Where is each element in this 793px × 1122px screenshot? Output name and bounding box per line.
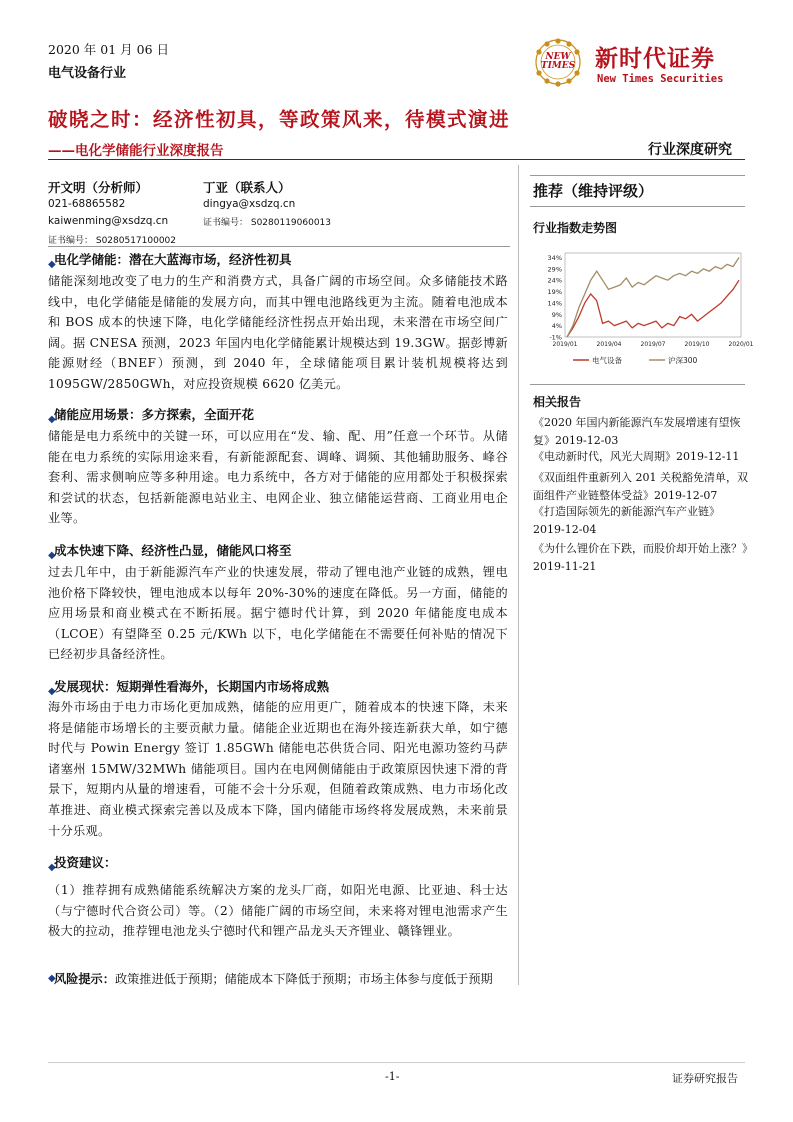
company-name-cn: 新时代证券 bbox=[595, 45, 715, 72]
sidebar-rating-rule bbox=[530, 206, 745, 207]
y-tick-label: 9% bbox=[551, 310, 562, 319]
report-subtitle: ——电化学储能行业深度报告 bbox=[48, 143, 224, 159]
y-tick-label: 14% bbox=[547, 299, 562, 308]
x-tick-label: 2019/01 bbox=[552, 341, 578, 348]
legend-label: 电气设备 bbox=[592, 356, 622, 365]
section-heading-inline: ◆ 风险提示：政策推进低于预期；储能成本下降低于预期；市场主体参与度低于预期 bbox=[48, 972, 493, 986]
author-2-email[interactable]: dingya@xsdzq.cn bbox=[203, 198, 296, 210]
section-body: 储能深刻地改变了电力的生产和消费方式，具备广阔的市场空间。众多储能技术路线中，电化学储能是储能的发展方向，而其中锂电池路线更为主流。随着电池成本和 BOS 成本的快速下降，电化学储能经济性拐点开始出现，未来潜在市场空间广阔。据 CNESA 预测，2023 年国内电化学储能累计规模达到 19.3GW。据彭博新能源财经（BNEF）预测，到 2040 年，全球储能项目累计装机规模将达到 1095GW/2850GWh，对应投资规模 6620 亿美元。 bbox=[48, 274, 508, 391]
related-title: 相关报告 bbox=[533, 395, 582, 409]
section-body: 过去几年中，由于新能源汽车产业的快速发展，带动了锂电池产业链的成熟，锂电池价格下降较快，锂电池成本以每年 20%-30%的速度在降低。另一方面，储能的应用场景和商业模式在不断拓展。据宁德时代计算，到 2020 年储能度电成本（LCOE）有望降至 0.25 元/KWh 以下，电化学储能在不需要任何补贴的情况下已经初步具备经济性。 bbox=[48, 565, 508, 662]
section-body: 政策推进低于预期；储能成本下降低于预期；市场主体参与度低于预期 bbox=[114, 972, 493, 986]
index-trend-chart bbox=[533, 250, 754, 372]
report-type: 行业深度研究 bbox=[648, 142, 732, 158]
column-divider bbox=[518, 165, 519, 985]
x-tick-label: 2020/01 bbox=[728, 341, 754, 348]
x-tick-label: 2019/04 bbox=[596, 341, 622, 348]
legend-label: 沪深300 bbox=[668, 356, 698, 365]
logo-badge-line1: NEW bbox=[545, 52, 571, 62]
section-heading: ◆ 储能应用场景：多方探索，全面开花 bbox=[48, 407, 255, 425]
section-heading-text: 投资建议： bbox=[54, 855, 117, 870]
industry-label: 电气设备行业 bbox=[48, 66, 127, 81]
y-tick-label: 29% bbox=[547, 265, 562, 274]
section-heading-text: 电化学储能：潜在大蓝海市场，经济性初具 bbox=[54, 252, 292, 267]
section-body: 储能是电力系统中的关键一环，可以应用在“发、输、配、用”任意一个环节。从储能在电力系统的实际用途来看，有新能源配套、调峰、调频、其他辅助服务、峰谷套利、需求侧响应等多种用途。电力系统中，各方对于储能的应用都处于积极探索和尝试的状态，包括新能源电站业主、电网企业、独立储能运营商、工商业用电企业等。 bbox=[48, 429, 508, 526]
section-heading: ◆ 成本快速下降、经济性凸显，储能风口将至 bbox=[48, 543, 292, 561]
related-report-link[interactable]: 《为什么锂价在下跌，而股价却开始上涨？》2019-11-21 bbox=[533, 542, 748, 573]
author-1-name: 开文明（分析师） bbox=[48, 180, 149, 195]
y-tick-label: -1% bbox=[549, 333, 562, 342]
footer-rule bbox=[48, 1062, 745, 1063]
footer-label: 证券研究报告 bbox=[672, 1072, 738, 1085]
author-1-cert: 证书编号： S0280517100002 bbox=[48, 236, 177, 246]
y-tick-label: 34% bbox=[547, 254, 562, 263]
chart-title: 行业指数走势图 bbox=[533, 221, 618, 235]
section-heading-text: 发展现状：短期弹性看海外，长期国内市场将成熟 bbox=[54, 679, 330, 694]
y-tick-label: 19% bbox=[547, 288, 562, 297]
section-heading-text: 储能应用场景：多方探索，全面开花 bbox=[54, 407, 255, 422]
sidebar-top-rule bbox=[530, 175, 745, 176]
related-report-link[interactable]: 《打造国际领先的新能源汽车产业链》2019-12-04 bbox=[533, 505, 720, 536]
logo-badge-text bbox=[534, 53, 582, 71]
section-heading-text: 风险提示： bbox=[54, 972, 115, 986]
report-date: 2020 年 01 月 06 日 bbox=[48, 42, 169, 57]
title-divider bbox=[48, 159, 745, 160]
page-number: -1- bbox=[385, 1070, 400, 1083]
series-line-电气设备 bbox=[567, 280, 739, 337]
company-logo bbox=[528, 36, 588, 88]
sidebar-chart-rule bbox=[530, 384, 745, 385]
section-body: （1）推荐拥有成熟储能系统解决方案的龙头厂商，如阳光电源、比亚迪、科士达（与宁德时代合资公司）等。（2）储能广阔的市场空间，未来将对锂电池需求产生极大的拉动，推荐锂电池龙头宁德时代和锂产品龙头天齐锂业、赣锋锂业。 bbox=[48, 883, 508, 939]
logo-badge-line2: TIMES bbox=[540, 61, 576, 71]
author-2-name: 丁亚（联系人） bbox=[203, 180, 291, 195]
x-tick-label: 2019/07 bbox=[640, 341, 666, 348]
y-tick-label: 4% bbox=[551, 322, 562, 331]
author-1-email[interactable]: kaiwenming@xsdzq.cn bbox=[48, 215, 169, 227]
company-name-en: New Times Securities bbox=[597, 73, 724, 85]
author-2-cert: 证书编号： S0280119060013 bbox=[203, 218, 332, 228]
report-title: 破晓之时：经济性初具，等政策风来，待模式演进 bbox=[48, 108, 511, 131]
author-1-phone: 021-68865582 bbox=[48, 198, 126, 210]
related-report-link[interactable]: 《2020 年国内新能源汽车发展增速有望恢复》2019-12-03 bbox=[533, 416, 741, 447]
section-heading: ◆ 投资建议： bbox=[48, 855, 117, 873]
related-report-link[interactable]: 《电动新时代，风光大周期》2019-12-11 bbox=[533, 450, 740, 463]
section-body: 海外市场由于电力市场化更加成熟，储能的应用更广，随着成本的快速下降，未来将是储能市场增长的主要贡献力量。储能企业近期也在海外接连新获大单，如宁德时代与 Powin Energy 签订 1.85GWh 储能电芯供货合同、阳光电源功签约马萨诸塞州 15MW/32MWh 储能项目。国内在电网侧储能由于政策原因快速下滑的背景下，短期内从量的增速看，可能不会十分乐观，但随着政策成熟、电力市场化改革推进、商业模式探索完善以及成本下降，国内储能市场终将发展成熟，未来前景十分乐观。 bbox=[48, 700, 508, 838]
section-heading-text: 成本快速下降、经济性凸显，储能风口将至 bbox=[54, 543, 292, 558]
x-tick-label: 2019/10 bbox=[684, 341, 710, 348]
rating: 推荐（维持评级） bbox=[533, 182, 654, 200]
y-tick-label: 24% bbox=[547, 276, 562, 285]
section-heading: ◆ 电化学储能：潜在大蓝海市场，经济性初具 bbox=[48, 252, 292, 270]
related-report-link[interactable]: 《双面组件重新列入 201 关税豁免清单，双面组件产业链整体受益》2019-12-07 bbox=[533, 471, 748, 502]
section-heading: ◆ 发展现状：短期弹性看海外，长期国内市场将成熟 bbox=[48, 679, 330, 697]
author-divider bbox=[48, 246, 510, 247]
